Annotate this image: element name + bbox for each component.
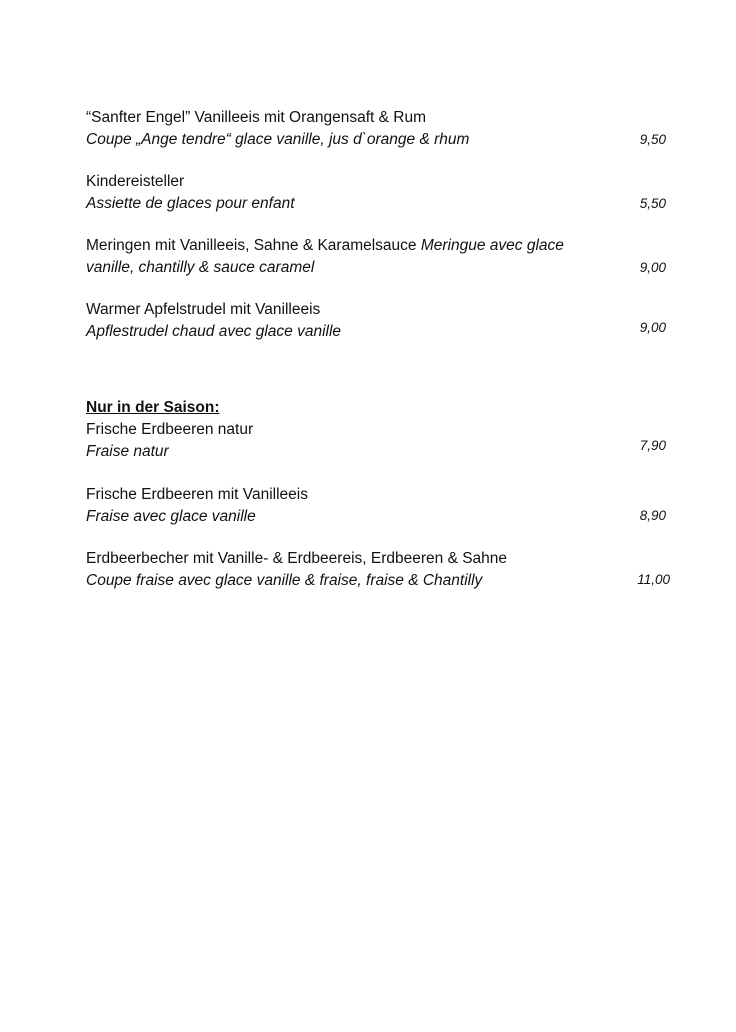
item-name-fr: Assiette de glaces pour enfant	[86, 195, 295, 212]
item-name-de: Frische Erdbeeren mit Vanilleeis	[86, 486, 308, 503]
item-name-de: Kindereisteller	[86, 173, 185, 190]
item-price: 9,00	[639, 260, 666, 275]
item-name-de: Warmer Apfelstrudel mit Vanilleeis	[86, 301, 321, 318]
item-name-de: Erdbeerbecher mit Vanille- & Erdbeereis, Erdbeeren & Sahne	[86, 550, 508, 567]
season-heading: Nur in der Saison:	[86, 399, 220, 416]
item-price: 9,00	[639, 320, 666, 335]
item-name-fr: vanille, chantilly & sauce caramel	[86, 259, 315, 276]
item-name-de: Meringen mit Vanilleeis, Sahne & Karamelsauce	[86, 237, 421, 254]
item-name-de: Frische Erdbeeren natur	[86, 421, 254, 438]
item-price: 5,50	[639, 196, 666, 211]
item-name-fr-inline: Meringue avec glace	[420, 237, 564, 254]
item-name-fr: Coupe fraise avec glace vanille & fraise, fraise & Chantilly	[86, 572, 483, 589]
item-name-fr: Coupe „Ange tendre“ glace vanille, jus d`orange & rhum	[86, 131, 470, 148]
item-name-fr: Fraise natur	[86, 443, 169, 460]
item-name-line	[86, 235, 586, 257]
menu-item-sanfter-engel	[86, 107, 586, 151]
menu-item-erdbeerbecher	[86, 548, 626, 592]
item-price: 8,90	[639, 508, 666, 523]
item-price: 7,90	[639, 438, 666, 453]
item-name-de: “Sanfter Engel” Vanilleeis mit Orangensaft & Rum	[86, 109, 427, 126]
menu-item-erdbeeren-vanilleeis	[86, 484, 586, 528]
item-name-fr: Fraise avec glace vanille	[86, 508, 256, 525]
menu-item-meringen	[86, 235, 586, 279]
menu-item-apfelstrudel	[86, 299, 586, 343]
menu-item-kindereisteller	[86, 171, 586, 215]
item-name-fr: Apflestrudel chaud avec glace vanille	[86, 323, 342, 340]
menu-item-erdbeeren-natur	[86, 419, 586, 463]
item-price: 11,00	[637, 572, 670, 587]
item-price: 9,50	[639, 132, 666, 147]
